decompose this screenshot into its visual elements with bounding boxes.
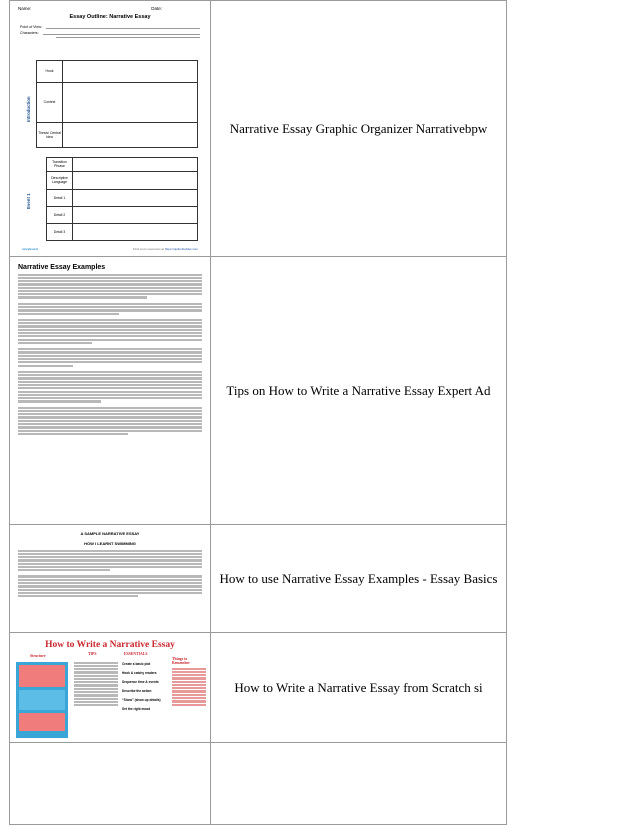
caption-cell xyxy=(211,257,507,525)
remember-list xyxy=(172,668,206,707)
sample-essay-thumbnail[interactable] xyxy=(12,528,208,630)
caption-text[interactable]: Tips on How to Write a Narrative Essay Expert Ad xyxy=(226,382,491,398)
essential-item: Set the right mood xyxy=(122,706,151,711)
caption-cell xyxy=(211,633,507,743)
event-box xyxy=(46,157,198,241)
event-row xyxy=(47,207,197,224)
caption-cell xyxy=(211,1,507,257)
essential-item: Create a basic plot xyxy=(122,661,151,666)
thumbnail-cell[interactable] xyxy=(10,525,211,633)
thumbnail-cell[interactable] xyxy=(10,1,211,257)
examples-thumbnail[interactable] xyxy=(12,260,208,522)
organizer-title: Essay Outline: Narrative Essay xyxy=(69,13,151,20)
tips-list xyxy=(74,662,118,708)
caption-text[interactable]: How to Write a Narrative Essay from Scratch si xyxy=(234,679,483,695)
date-label: Date: xyxy=(151,5,162,11)
infographic-thumbnail[interactable] xyxy=(12,636,208,740)
organizer-thumbnail[interactable] xyxy=(12,4,208,254)
text-paragraph xyxy=(12,371,208,407)
name-label: Name: xyxy=(18,5,32,11)
text-paragraph xyxy=(12,550,208,576)
intro-row xyxy=(37,61,197,83)
footer-text xyxy=(133,247,198,251)
caption-text[interactable]: How to use Narrative Essay Examples - Essay Basics xyxy=(219,570,498,586)
footer-label: Find more resources at xyxy=(133,246,164,251)
event-row xyxy=(47,190,197,207)
structure-heading: Structure xyxy=(30,653,46,658)
gallery-row xyxy=(10,1,507,257)
essential-item: “Show” (show up details) xyxy=(122,697,161,702)
tips-heading: TIPS xyxy=(88,651,97,656)
intro-row xyxy=(37,123,197,148)
transition-label: Transition Phrase xyxy=(47,158,73,171)
detail-label: Detail 3 xyxy=(47,224,73,241)
structure-panel xyxy=(16,662,68,738)
context-label: Context xyxy=(37,83,63,122)
text-paragraph xyxy=(12,319,208,348)
event-label: Event 1 xyxy=(26,192,31,209)
intro-block xyxy=(19,665,65,687)
event-row xyxy=(47,224,197,241)
empty-cell xyxy=(211,743,507,825)
text-paragraph xyxy=(12,303,208,319)
event-row xyxy=(47,158,197,172)
text-paragraph xyxy=(12,274,208,303)
caption-text[interactable]: Narrative Essay Graphic Organizer Narrativebpw xyxy=(229,120,488,136)
thesis-label: Thesis/ Central Idea xyxy=(37,123,63,148)
essentials-list xyxy=(122,662,170,711)
footer-link[interactable]: https://quiltonbuilder.com xyxy=(164,246,198,251)
remember-heading: Things to Remember xyxy=(172,656,190,665)
text-paragraph xyxy=(12,575,208,601)
text-paragraph xyxy=(12,348,208,371)
text-paragraph xyxy=(12,407,208,440)
caption-cell xyxy=(211,525,507,633)
descriptive-label: Descriptive Language xyxy=(47,172,73,189)
detail-label: Detail 1 xyxy=(47,190,73,206)
intro-row xyxy=(37,83,197,123)
sample-heading: A SAMPLE NARRATIVE ESSAY xyxy=(80,530,140,536)
conclusion-block xyxy=(19,713,65,731)
sample-subheading: HOW I LEARNT SWIMMING xyxy=(84,540,136,546)
characters-label: Characters: xyxy=(20,30,39,35)
intro-box xyxy=(36,60,198,148)
organizer-footer xyxy=(22,247,198,251)
gallery-row xyxy=(10,633,507,743)
gallery-row xyxy=(10,743,507,825)
essential-item: Describe the action xyxy=(122,688,152,693)
examples-title: Narrative Essay Examples xyxy=(18,263,106,271)
empty-cell xyxy=(10,743,211,825)
gallery-row xyxy=(10,257,507,525)
image-gallery-table xyxy=(9,0,507,825)
essential-item: Hook & catchy readers xyxy=(122,670,157,675)
body-block xyxy=(19,690,65,710)
gallery-row xyxy=(10,525,507,633)
event-row xyxy=(47,172,197,190)
essentials-heading: ESSENTIALS xyxy=(124,651,148,656)
pov-label: Point of View: xyxy=(20,24,42,29)
thumbnail-cell[interactable] xyxy=(10,257,211,525)
hook-label: Hook xyxy=(37,61,63,82)
thumbnail-cell[interactable] xyxy=(10,633,211,743)
essential-item: Sequence time & events xyxy=(122,679,159,684)
name-date-row xyxy=(12,4,208,13)
detail-label: Detail 2 xyxy=(47,207,73,223)
blank-line xyxy=(12,36,208,39)
introduction-label: Introduction xyxy=(26,95,31,122)
storyboard-logo: storyboard xyxy=(22,246,38,251)
infographic-title: How to Write a Narrative Essay xyxy=(45,639,175,650)
